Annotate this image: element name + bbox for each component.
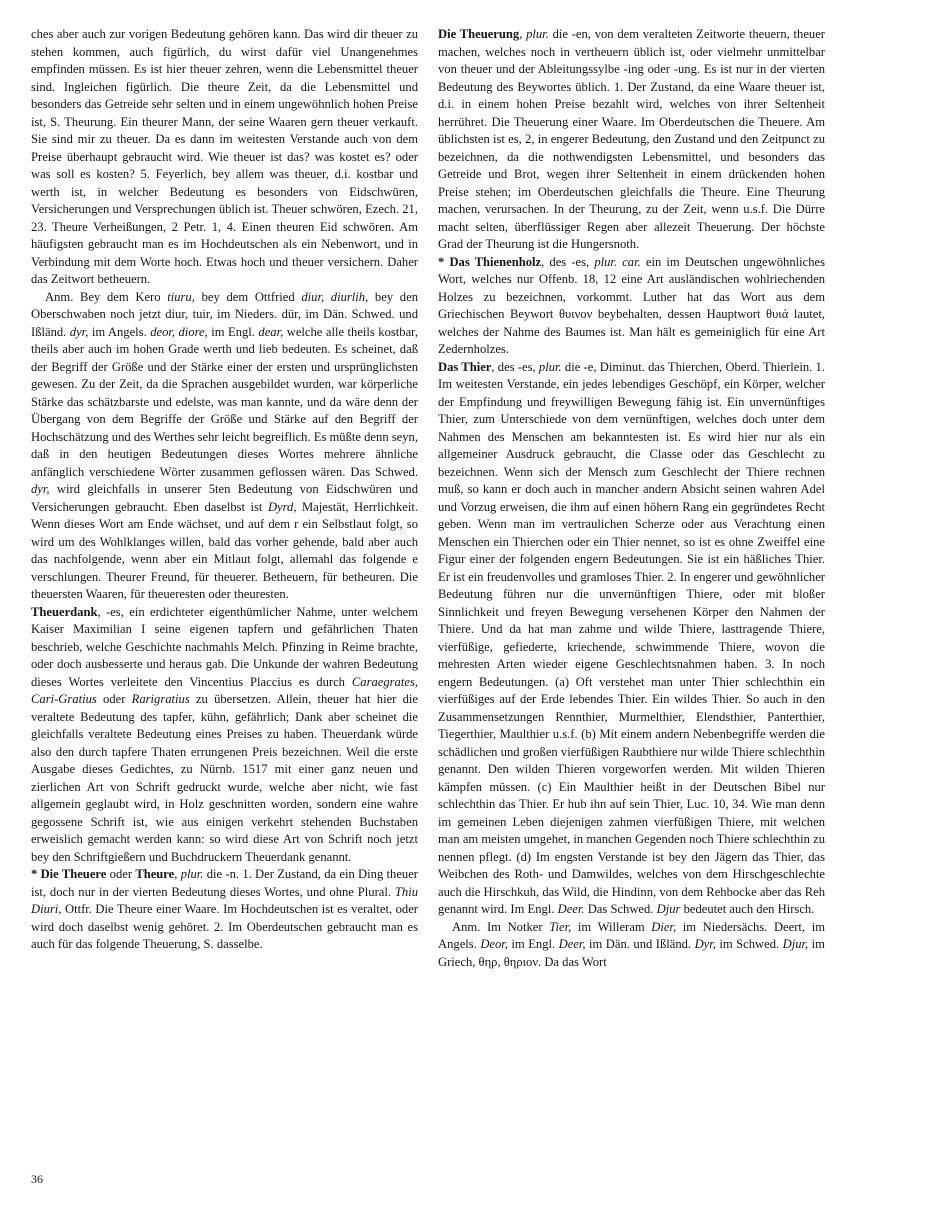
text-run: im Angels. [88, 324, 151, 339]
text-run: im Schwed. [715, 937, 783, 951]
text-run: Anm. Bey dem Kero [45, 289, 168, 304]
left-column [31, 26, 418, 954]
text-run: Ottfr. Die Theure einer Waare. Im Hochdeutschen ist es veraltet, oder wird doch daselbst wenig gehöret. 2. Im Oberdeutschen gebraucht man es auch für das folgende Theuerung, S. dasselbe. [31, 902, 418, 951]
italic-term: dear, [258, 324, 284, 339]
entry-theuerung [438, 26, 825, 254]
italic-term: Djur, [782, 937, 809, 951]
entry-thier [438, 359, 825, 919]
headword: * Das Thienenholz [438, 254, 542, 269]
text-run: im Griech, θηρ, θηριον. Da das Wort [438, 937, 825, 969]
italic-term: Deer, [558, 937, 586, 951]
entry-theuere [31, 866, 418, 954]
text-run: , -es, ein erdichteter eigenthümlicher Nahme, unter welchem Kaiser Maximilian I seine eigenen tapfern und gefährlichen Thaten beschrieb, welche Geschichte nachmahls Melch. Pfinzing in Reime brachte, oder doch ausbesserte und heraus gab. Die Unkunde der wahren Bedeutung dieses Wortes verleitete den Vincentius Placcius es durch [31, 604, 418, 689]
text-run: im Engl. [207, 324, 259, 339]
paragraph-text: ches aber auch zur vorigen Bedeutung gehören kann. Das wird dir theuer zu stehen kommen, auch figürlich, du wirst dafür viel Unangenehmes empfinden müssen. Es ist hier theuer zehren, wenn die Lebensmittel theuer sind. Ingleichen figürlich. Die theure Zeit, da die Lebensmittel und besonders das Getreide sehr selten und in einem ungewöhnlich hohen Preise ist, S. Theurung. Ein theurer Mann, der seine Waaren gern theuer verkauft. Sie sind mir zu theuer. Da es dann im weitesten Verstande auch von dem Preise überhaupt gebraucht wird. Wie theuer ist das? was kostet es? oder was soll es kosten? 5. Feyerlich, bey allem was theuer, d.i. kostbar und werth ist, in welcher Bedeutung es besonders von Eidschwüren, Versicherungen und Versprechungen üblich ist. Theuer schwören, Ezech. 21, 23. Theure Verheißungen, 2 Petr. 1, 4. Einen theuren Eid schwören. Am häufigsten gebraucht man es im Hochdeutschen als ein Nebenwort, und in Verbindung mit dem Worte hoch. Etwas hoch und theuer versichern. Daher das Zeitwort betheuern. [31, 27, 418, 286]
text-run: Majestät, Herrlichkeit. Wenn dieses Wort am Ende wächset, und auf dem r ein Selbstlaut folgt, so wird um des Wohlklanges willen, bald das vorher gehende, bald aber auch das nachfolgende, wenn aber ein Mitlaut folgt, allemahl das folgende e verschlungen. Theurer Freund, für theuerer. Betheuern, für betheuren. Die theuersten Waaren, für theueresten oder theuresten. [31, 499, 418, 601]
italic-term: Thiu Diuri, [31, 884, 418, 916]
headword: Die Theuerung [438, 27, 520, 41]
headword: Theuerdank [31, 604, 98, 619]
text-run: Anm. Im Notker [452, 919, 550, 934]
text-run: , des -es, [491, 359, 539, 374]
italic-term: Dyr, [694, 937, 716, 951]
italic-term: Dier, [651, 919, 677, 934]
text-run: welche alle theils kostbar, theils aber auch im hohen Grade werth und lieb bedeuten. Es scheinet, daß der Begriff der Größe und der Stärke einer der ersten und ursprünglichsten gewesen. Zu der Zeit, da die Sprachen ausgebildet wurden, war körperliche Stärke das schätzbarste und edelste, was man kannte, und da wäre denn der Übergang von dem Begriffe der Größe und Stärke auf den Begriff der Hochschätzung und des Werthes sehr leicht begreiflich. Es müßte denn seyn, daß in den heutigen Bedeutungen dieses Wortes mehrere ähnliche anfänglich verschiedene Wörter zusammen geflossen wären. Das Schwed. [31, 324, 418, 479]
annotation-thier [438, 919, 825, 972]
text-run: , [174, 867, 181, 881]
headword: Theure [135, 867, 175, 881]
italic-term: Rarigratius [131, 692, 190, 706]
text-run: im Willeram [571, 919, 652, 934]
text-run: die -e, Diminut. das Thierchen, Oberd. Thierlein. 1. Im weitesten Verstande, ein jedes lebendiges Geschöpf, ein Körper, welcher der Empfindung und freywilligen Bewegung fähig ist. Ein unvernünftiges Thier, zum Unterschiede von dem vernünftigen, welches doch unter dem Nahmen des Menschen am bekanntesten ist. Es wird hier nur als ein allgemeiner Ausdruck gebraucht, die Classe oder das Geschlecht zu bezeichnen. Wenn sich der Mensch zum Geschlecht der Thiere rechnen muß, so kann er doch auch in mancher andern Absicht seinen wahren Adel und Vorzug erweisen, die ihm auf einen höhern Rang ein gegründetes Recht geben. Wenn man im vertraulichen Scherze oder aus Verachtung einen Menschen ein Thierchen oder ein Thier nennet, so ist es ohne Zweiffel eine Figur einer der folgenden engern Bedeutungen. Sie ist ein häßliches Thier. Er ist ein freudenvolles und gramloses Thier. 2. In engerer und gewöhnlicher Bedeutung führen nur die unvernünftigen Thiere, oder mit bloßer Sinnlichkeit und freyen Bewegung versehenen Körper den Nahmen der Thiere. Und da hat man zahme und wilde Thiere, lasttragende Thiere, vierfüßige, gefiederte, kriechende, schwimmende Thiere, wovon die mehresten Arten wieder eigene Geschlechtsnahmen haben. 3. In noch engern Bedeutungen. (a) Oft verstehet man unter Thier schlechthin ein vierfüßiges auf der Erde lebendes Thier. Ein wildes Thier. So auch in den Zusammensetzungen Rennthier, Murmelthier, Elendsthier, Panterthier, Tiegerthier, Maulthier u.s.f. (b) Mit einem andern Nebenbegriffe werden die schädlichen und großen vierfüßigen Raubthiere nur wilde Thiere schlechthin genannt. Den wilden Thieren vorgeworfen werden. Mit wilden Thieren kämpfen müssen. (c) Ein Maulthier heißt in der Deutschen Bibel nur schlechthin das Thier. Er hub ihn auf sein Thier, Luc. 10, 34. Wie man denn im gemeinen Leben diejenigen zahmen vierfüßigen Thiere, mit welchen man am meisten umgehet, in manchen Gegenden noch Thiere schlechthin zu nennen pflegt. (d) Im engsten Verstande ist bey den Jägern das Thier, das Weibchen des Roth- und Damwildes, welches von dem Hirschgeschlechte auch die Hirschkuh, das Wild, die Hindinn, von dem Rehbocke aber das Reh genannt wird. Im Engl. [438, 359, 825, 916]
text-run: wird gleichfalls in unserer 5ten Bedeutung von Eidschwüren und Versicherungen gebraucht. Eben daselbst ist [31, 482, 418, 514]
italic-term: tiuru, [167, 289, 195, 304]
italic-term: Dyrd, [267, 499, 297, 514]
text-run: bey den Oberschwaben noch jetzt diur, tuir, im Nieders. dür, im Dän. Schwed. und Ißländ. [31, 289, 418, 339]
entry-thienenholz [438, 254, 825, 359]
text-run: oder [106, 867, 136, 881]
headword: * Die Theuere [31, 867, 107, 881]
italic-term: dyr, [31, 482, 50, 496]
italic-term: Caraegrates, Cari-Gratius [31, 674, 418, 706]
italic-term: Djur [656, 902, 681, 916]
italic-term: dyr, [69, 324, 89, 339]
annotation-theuer [31, 289, 418, 604]
text-run: bey dem Ottfried [194, 289, 302, 304]
text-run: Das Schwed. [584, 902, 657, 916]
text-run: die -n. 1. Der Zustand, da ein Ding theuer ist, doch nur in der vierten Bedeutung dieses Wortes, und ohne Plural. [31, 867, 418, 899]
italic-term: Deer. [557, 902, 585, 916]
text-run: bedeutet auch den Hirsch. [680, 902, 815, 916]
italic-term: diur, diurlih, [301, 289, 369, 304]
page-number: 36 [31, 1172, 43, 1186]
text-run: ein im Deutschen ungewöhnliches Wort, welches nur Offenb. 18, 12 eine Art ausländischen wohlriechenden Holzes zu bezeichnen, vorkommt. Luther hat das Wort aus dem Griechischen Beywort θυινον beybehalten, dessen Hauptwort θυιά lautet, welches der Nahme des Baumes ist. Man hält es gemeiniglich für eine Art Zedernholzes. [438, 254, 826, 356]
text-run: im Engl. [507, 937, 559, 951]
italic-term: deor, diore, [150, 324, 208, 339]
text-run: oder [96, 692, 132, 706]
right-column [438, 26, 825, 971]
italic-term: plur. [180, 867, 204, 881]
italic-term: Deor, [480, 937, 508, 951]
italic-term: plur. [538, 359, 562, 374]
text-run: zu übersetzen. Allein, theuer hat hier die veraltete Bedeutung des tapfer, kühn, gefährlich; Dank aber scheinet die gleichfalls veraltete Bedeutung eines Preises zu haben. Theuerdank würde also den durch tapfere Thaten errungenen Preis bezeichnen. Weil die erste Ausgabe dieses Gedichtes, zu Nürnb. 1517 mit einer ganz neuen und zierlichen Art von Schrift gedruckt wurde, welche aber nicht, wie fast allgemein geglaubt wird, in Holz geschnitten worden, sondern eine wahre gegossene Schrift ist, wie aus einigen verkehrt stehenden Buchstaben erweislich gemacht werden kann: so wird diese Art von Schrift noch jetzt bey den Schriftgießern und Buchdruckern Theuerdank genannt. [31, 692, 418, 864]
headword: Das Thier [438, 359, 492, 374]
text-run: im Dän. und Ißländ. [585, 937, 695, 951]
text-run: im Niedersächs. Deert, im Angels. [438, 919, 825, 951]
text-run: die -en, von dem veralteten Zeitworte theuern, theuer machen, welches noch in vertheuern üblich ist, oder vielmehr unmittelbar von theuer und der Ableitungssylbe -ing oder -ung. Es ist nur in der vierten Bedeutung des Beywortes üblich. 1. Der Zustand, da eine Waare theuer ist, d.i. in einem hohen Preise bezahlt wird, welches von ihrer Seltenheit herrühret. Die Theuerung einer Waare. Im Oberdeutschen die Theuere. Am üblichsten ist es, 2, in engerer Bedeutung, den Zustand und den Zeitpunct zu bezeichnen, da die nothwendigsten Lebensmittel, und besonders das Getreide und Brot, wegen ihrer Seltenheit in einem drückenden hohen Preise stehen; im Oberdeutschen gleichfalls die Theure. Eine Theurung machen, verursachen. In der Theurung, zu der Zeit, wenn u.s.f. Die Dürre macht selten, überflüssiger Regen aber allezeit Theuerung. Der höchste Grad der Theurung ist die Hungersnoth. [438, 27, 825, 251]
text-run: , des -es, [541, 254, 595, 269]
entry-theuer-continuation [31, 26, 418, 289]
italic-term: plur. car. [594, 254, 641, 269]
italic-term: plur. [526, 27, 549, 41]
text-run: , [519, 27, 527, 41]
entry-theuerdank [31, 604, 418, 867]
italic-term: Tier, [549, 919, 572, 934]
